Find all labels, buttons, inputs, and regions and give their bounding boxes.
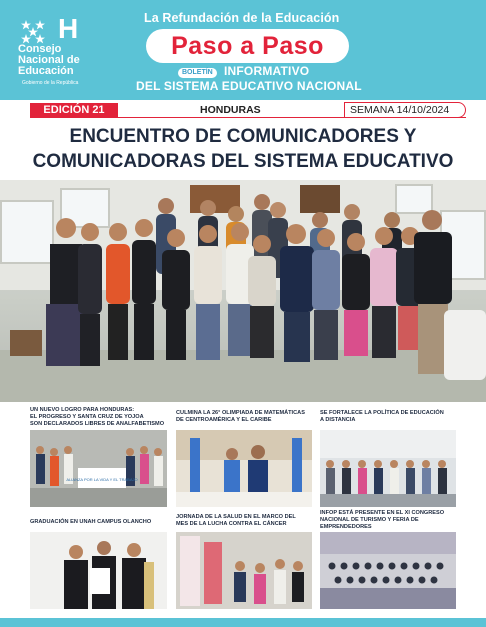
main-headline: ENCUENTRO DE COMUNICADORES Y COMUNICADORAS DEL SISTEMA EDUCATIVO <box>32 126 454 172</box>
article-photo-1 <box>30 430 167 507</box>
country-label: HONDURAS <box>200 104 261 116</box>
article-caption-4: GRADUACIÓN EN UNAH CAMPUS OLANCHO <box>30 519 152 525</box>
article-caption-2: CULMINA LA 26° OLIMPIADA DE MATEMÁTICAS DE CENTROAMÉRICA Y EL CARIBE <box>176 410 305 423</box>
ministry-logo <box>18 13 108 88</box>
logo-letter-icon: H <box>58 13 79 44</box>
article-caption-3: SE FORTALECE LA POLÍTICA DE EDUCACIÓN A DISTANCIA <box>320 410 444 423</box>
masthead <box>0 0 486 100</box>
main-photo <box>0 180 486 402</box>
article-photo-4 <box>30 532 167 609</box>
week-date: SEMANA 14/10/2024 <box>344 102 466 118</box>
article-caption-5: JORNADA DE LA SALUD EN EL MARCO DEL MES DE LA LUCHA CONTRA EL CÁNCER <box>176 514 296 527</box>
article-photo-5 <box>176 532 312 609</box>
article-photo-6 <box>320 532 456 609</box>
group-photo <box>0 180 486 402</box>
divider <box>30 117 466 118</box>
edition-badge: EDICIÓN 21 <box>30 103 118 117</box>
header-tagline: La Refundación de la Educación <box>144 11 340 25</box>
publication-title: Paso a Paso <box>146 29 349 63</box>
logo-wordmark: Consejo Nacional de Educación <box>18 43 80 77</box>
logo-subtitle: Gobierno de la República <box>22 80 79 86</box>
svg-text:ALIANZA POR LA VIDA Y EL TRABA: ALIANZA POR LA VIDA Y EL TRABAJO <box>66 477 138 482</box>
header-info-line2: DEL SISTEMA EDUCATIVO NACIONAL <box>136 79 362 93</box>
footer-bar <box>0 618 486 627</box>
article-photo-2 <box>176 430 312 507</box>
article-photo-3 <box>320 430 456 507</box>
stars-icon <box>18 18 58 46</box>
boletin-badge: BOLETÍN <box>178 68 217 78</box>
article-caption-1: UN NUEVO LOGRO PARA HONDURAS: EL PROGRESO Y SANTA CRUZ DE YOJOA SON DECLARADOS LIBRES DE ANALFABETISMO <box>30 407 165 427</box>
header-info-line1: INFORMATIVO <box>224 64 310 78</box>
article-caption-6: INFOP ESTÁ PRESENTE EN EL XI CONGRESO NACIONAL DE TURISMO Y FERIA DE EMPRENDEDORES <box>320 510 445 530</box>
